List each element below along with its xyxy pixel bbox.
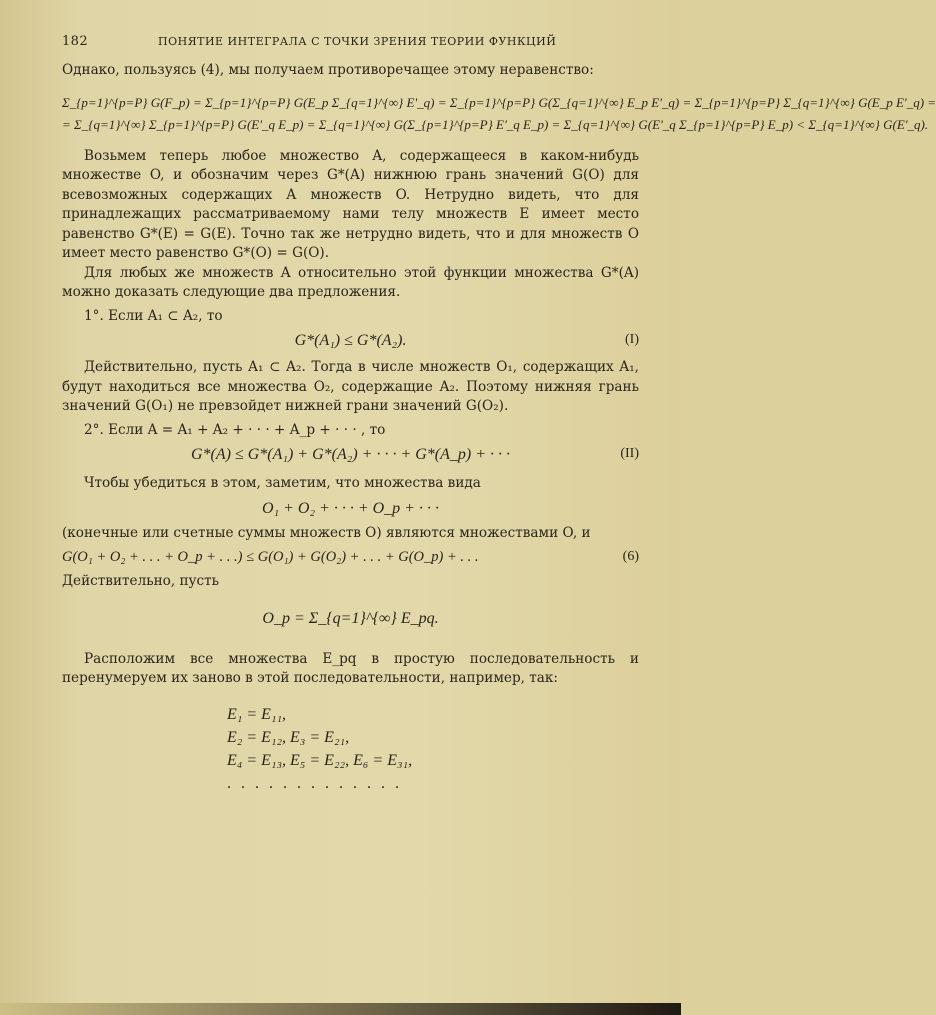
equation-6: G(O₁ + O₂ + . . . + O_p + . . .) ≤ G(O₁) + G(O₂) + . . . + G(O_p) + . . . [62, 549, 479, 565]
paragraph-5: Действительно, пусть A₁ ⊂ A₂. Тогда в числе множеств O₁, содержащих A₁, будут находиться все множества O₂, содержащие A₂. Поэтому нижняя грань значений G(O₁) не превзойдет нижней грани значений G(O₂). [62, 359, 639, 414]
page-header [62, 34, 639, 49]
paragraph-4: 1°. Если A₁ ⊂ A₂, то [84, 307, 223, 324]
sequence-line-2: E₂ = E₁₂, E₃ = E₂₁, [227, 728, 350, 746]
equation-7: O_p = Σ_{q=1}^{∞} E_pq. [262, 609, 439, 627]
paragraph-2: Возьмем теперь любое множество A, содержащееся в каком-нибудь множестве O, и обозначим через G*(A) нижнюю грань значений G(O) для всевозможных содержащих A множеств O. Нетрудно видеть, что для принадлежащих рассматриваемому нами телу множеств E имеет место равенство G*(E) = G(E). Точно так же нетрудно видеть, что и для множеств O имеет место равенство G*(O) = G(O). [62, 147, 639, 261]
paragraph-8: (конечные или счетные суммы множеств O) являются множествами O, и [62, 524, 591, 541]
page-bottom-edge [0, 1003, 681, 1015]
equation-3-number: (I) [625, 332, 639, 347]
equation-3-row [62, 332, 639, 350]
page-number: 182 [62, 34, 89, 49]
paragraph-9: Действительно, пусть [62, 573, 220, 589]
sequence-line-3: E₄ = E₁₃, E₅ = E₂₂, E₆ = E₃₁, [227, 751, 413, 769]
paragraph-10: Расположим все множества E_pq в простую последовательность и перенумеруем их заново в этой последовательности, например, так: [62, 650, 639, 686]
equation-1: Σ_{p=1}^{p=P} G(F_p) = Σ_{p=1}^{p=P} G(E_p Σ_{q=1}^{∞} E'_q) = Σ_{p=1}^{p=P} G(Σ_{q=1}^{∞} E_p E'_q) = Σ_{p=1}^{p=P} Σ_{q=1}^{∞} G(E_p E'_q) = [62, 94, 936, 110]
equation-5: O₁ + O₂ + · · · + O_p + · · · [262, 499, 439, 517]
paragraph-7: Чтобы убедиться в этом, заметим, что множества вида [84, 475, 481, 491]
sequence-line-1: E₁ = E₁₁, [227, 705, 287, 723]
equation-4: G*(A) ≤ G*(A₁) + G*(A₂) + · · · + G*(A_p) + · · · [190, 446, 511, 463]
sequence-dots: . . . . . . . . . . . . . [227, 774, 402, 792]
paragraph-6: 2°. Если A = A₁ + A₂ + · · · + A_p + · · · , то [84, 421, 386, 438]
equation-4-number: (II) [620, 446, 639, 461]
equation-4-row [62, 446, 639, 464]
sequence-block [227, 703, 639, 795]
paragraph-1: Однако, пользуясь (4), мы получаем противоречащее этому неравенство: [62, 62, 594, 78]
equation-6-number: (6) [622, 549, 639, 564]
equation-6-row [62, 549, 639, 566]
running-title: ПОНЯТИЕ ИНТЕГРАЛА С ТОЧКИ ЗРЕНИЯ ТЕОРИИ ФУНКЦИЙ [158, 35, 557, 48]
equation-2: = Σ_{q=1}^{∞} Σ_{p=1}^{p=P} G(E'_q E_p) = Σ_{q=1}^{∞} G(Σ_{p=1}^{p=P} E'_q E_p) = Σ_{q=1}^{∞} G(E'_q Σ_{p=1}^{p=P} E_p) < Σ_{q=1}^{∞} G(E'_q). [62, 116, 929, 132]
equation-3: G*(A₁) ≤ G*(A₂). [294, 332, 407, 349]
paragraph-3: Для любых же множеств A относительно этой функции множества G*(A) можно доказать следующие два предложения. [62, 264, 639, 300]
